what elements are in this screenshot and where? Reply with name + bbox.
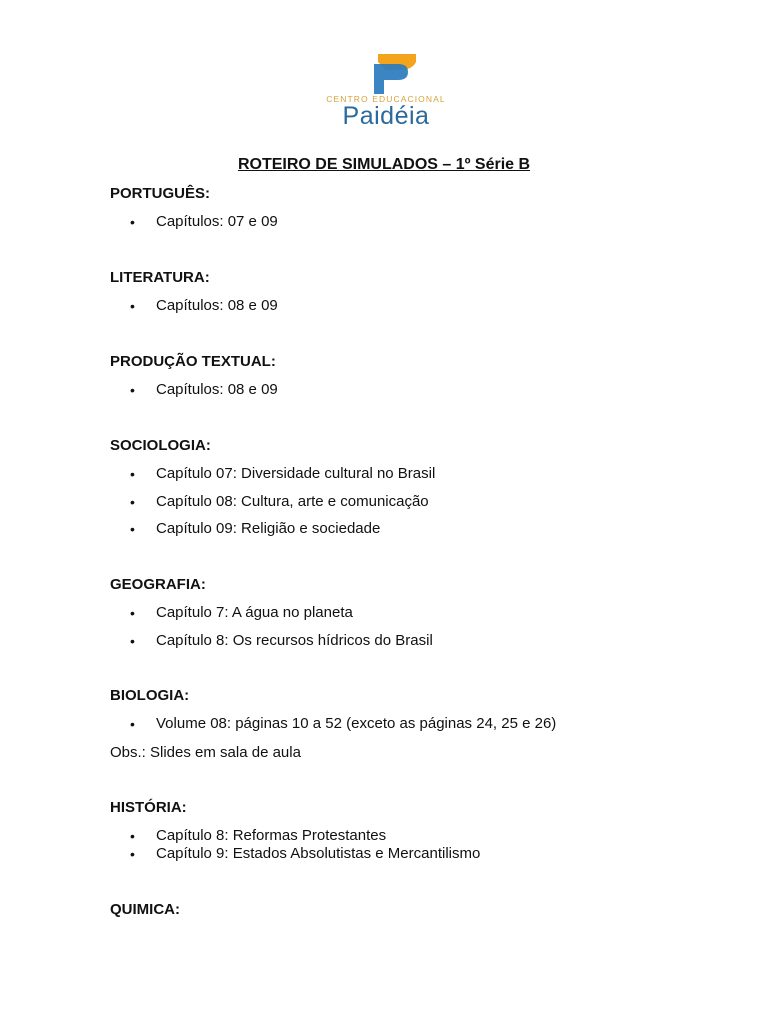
list-item: Capítulos: 08 e 09	[156, 381, 278, 398]
section-heading-portugues: PORTUGUÊS:	[110, 185, 211, 202]
list-item: Capítulo 08: Cultura, arte e comunicação	[156, 493, 429, 510]
bullet-icon: •	[130, 605, 135, 621]
section-heading-producao-textual: PRODUÇÃO TEXTUAL:	[110, 353, 276, 370]
paideia-logo	[326, 46, 446, 132]
bullet-icon: •	[130, 828, 135, 844]
section-heading-literatura: LITERATURA:	[110, 269, 210, 286]
bullet-icon: •	[130, 846, 135, 862]
bullet-icon: •	[130, 466, 135, 482]
bullet-icon: •	[130, 214, 135, 230]
list-item: Capítulo 09: Religião e sociedade	[156, 520, 381, 537]
list-item: Capítulo 07: Diversidade cultural no Brasil	[156, 465, 436, 482]
list-item: Capítulo 7: A água no planeta	[156, 604, 353, 621]
section-heading-historia: HISTÓRIA:	[110, 799, 187, 816]
list-item: Capítulo 8: Os recursos hídricos do Brasil	[156, 632, 433, 649]
list-item: Volume 08: páginas 10 a 52 (exceto as páginas 24, 25 e 26)	[156, 715, 557, 732]
biologia-note: Obs.: Slides em sala de aula	[110, 744, 301, 761]
section-heading-geografia: GEOGRAFIA:	[110, 576, 206, 593]
bullet-icon: •	[130, 382, 135, 398]
bullet-icon: •	[130, 633, 135, 649]
logo-name: Paidéia	[342, 102, 430, 130]
section-heading-biologia: BIOLOGIA:	[110, 687, 190, 704]
bullet-icon: •	[130, 494, 135, 510]
logo-subtitle: CENTRO EDUCACIONAL	[326, 94, 446, 104]
document-title: ROTEIRO DE SIMULADOS – 1º Série B	[237, 156, 531, 173]
list-item: Capítulos: 07 e 09	[156, 213, 278, 230]
bullet-icon: •	[130, 298, 135, 314]
list-item: Capítulos: 08 e 09	[156, 297, 278, 314]
list-item: Capítulo 9: Estados Absolutistas e Mercantilismo	[156, 845, 481, 862]
bullet-icon: •	[130, 716, 135, 732]
section-heading-quimica: QUIMICA:	[110, 901, 180, 918]
section-heading-sociologia: SOCIOLOGIA:	[110, 437, 211, 454]
bullet-icon: •	[130, 521, 135, 537]
list-item: Capítulo 8: Reformas Protestantes	[156, 827, 387, 844]
paideia-logo-mark-icon	[368, 50, 420, 94]
